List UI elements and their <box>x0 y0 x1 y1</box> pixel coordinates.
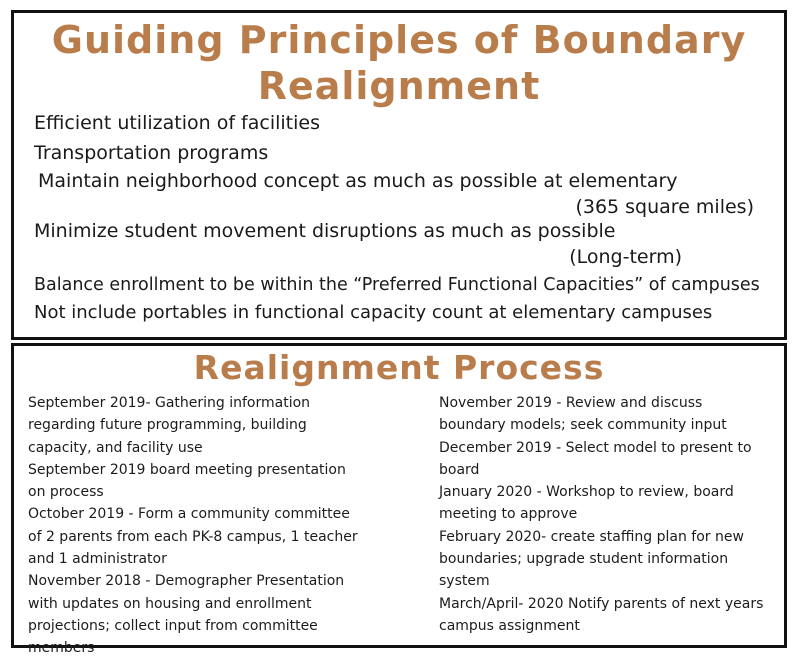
principle-item-note: (Long-term) <box>569 246 682 268</box>
principles-title-line2: Realignment <box>257 64 541 108</box>
timeline-item <box>439 437 789 482</box>
realignment-process-panel <box>11 343 787 657</box>
timeline-line: on process <box>28 484 104 501</box>
timeline-line: with updates on housing and enrollment <box>28 595 312 612</box>
timeline-item <box>28 459 378 504</box>
timeline-line: board <box>439 461 480 478</box>
timeline-line: September 2019 board meeting presentation <box>28 461 346 478</box>
timeline-item <box>439 392 789 437</box>
timeline-line: projections; collect input from committee <box>28 617 318 634</box>
principle-item: Not include portables in functional capacity count at elementary campuses <box>34 302 713 323</box>
timeline-item <box>439 481 789 526</box>
process-title: Realignment Process <box>193 348 605 387</box>
timeline-line: boundary models; seek community input <box>439 417 727 434</box>
principle-item: Minimize student movement disruptions as much as possible <box>34 220 616 242</box>
timeline-item <box>439 593 789 638</box>
timeline-line: February 2020- create staffing plan for new <box>439 528 744 545</box>
process-column-right <box>439 392 789 637</box>
timeline-item <box>28 503 378 570</box>
timeline-line: regarding future programming, building <box>28 417 307 434</box>
timeline-item <box>28 392 378 459</box>
principle-item: Maintain neighborhood concept as much as possible at elementary <box>38 170 678 192</box>
principle-item: Balance enrollment to be within the “Preferred Functional Capacities” of campuses <box>34 275 760 295</box>
timeline-item <box>28 570 378 659</box>
process-column-left <box>28 392 378 660</box>
timeline-line: capacity, and facility use <box>28 439 203 456</box>
principle-item: Efficient utilization of facilities <box>34 112 320 134</box>
principle-item: Transportation programs <box>34 142 269 164</box>
timeline-line: campus assignment <box>439 617 580 634</box>
timeline-line: October 2019 - Form a community committee <box>28 506 350 523</box>
timeline-line: members <box>28 640 95 657</box>
timeline-line: and 1 administrator <box>28 551 167 568</box>
timeline-line: meeting to approve <box>439 506 578 523</box>
timeline-line: system <box>439 573 490 590</box>
timeline-line: of 2 parents from each PK-8 campus, 1 teacher <box>28 528 358 545</box>
timeline-item <box>439 526 789 593</box>
guiding-principles-panel <box>11 10 787 340</box>
principles-title <box>14 13 784 109</box>
timeline-line: November 2019 - Review and discuss <box>439 395 703 411</box>
timeline-line: September 2019- Gathering information <box>28 395 311 411</box>
principles-title-line1: Guiding Principles of Boundary <box>51 18 747 62</box>
timeline-line: November 2018 - Demographer Presentation <box>28 573 345 590</box>
timeline-line: boundaries; upgrade student information <box>439 551 729 568</box>
timeline-line: December 2019 - Select model to present to <box>439 439 752 456</box>
timeline-line: January 2020 - Workshop to review, board <box>439 484 734 501</box>
timeline-line: March/April- 2020 Notify parents of next years <box>439 595 764 612</box>
principle-item-note: (365 square miles) <box>575 196 754 218</box>
